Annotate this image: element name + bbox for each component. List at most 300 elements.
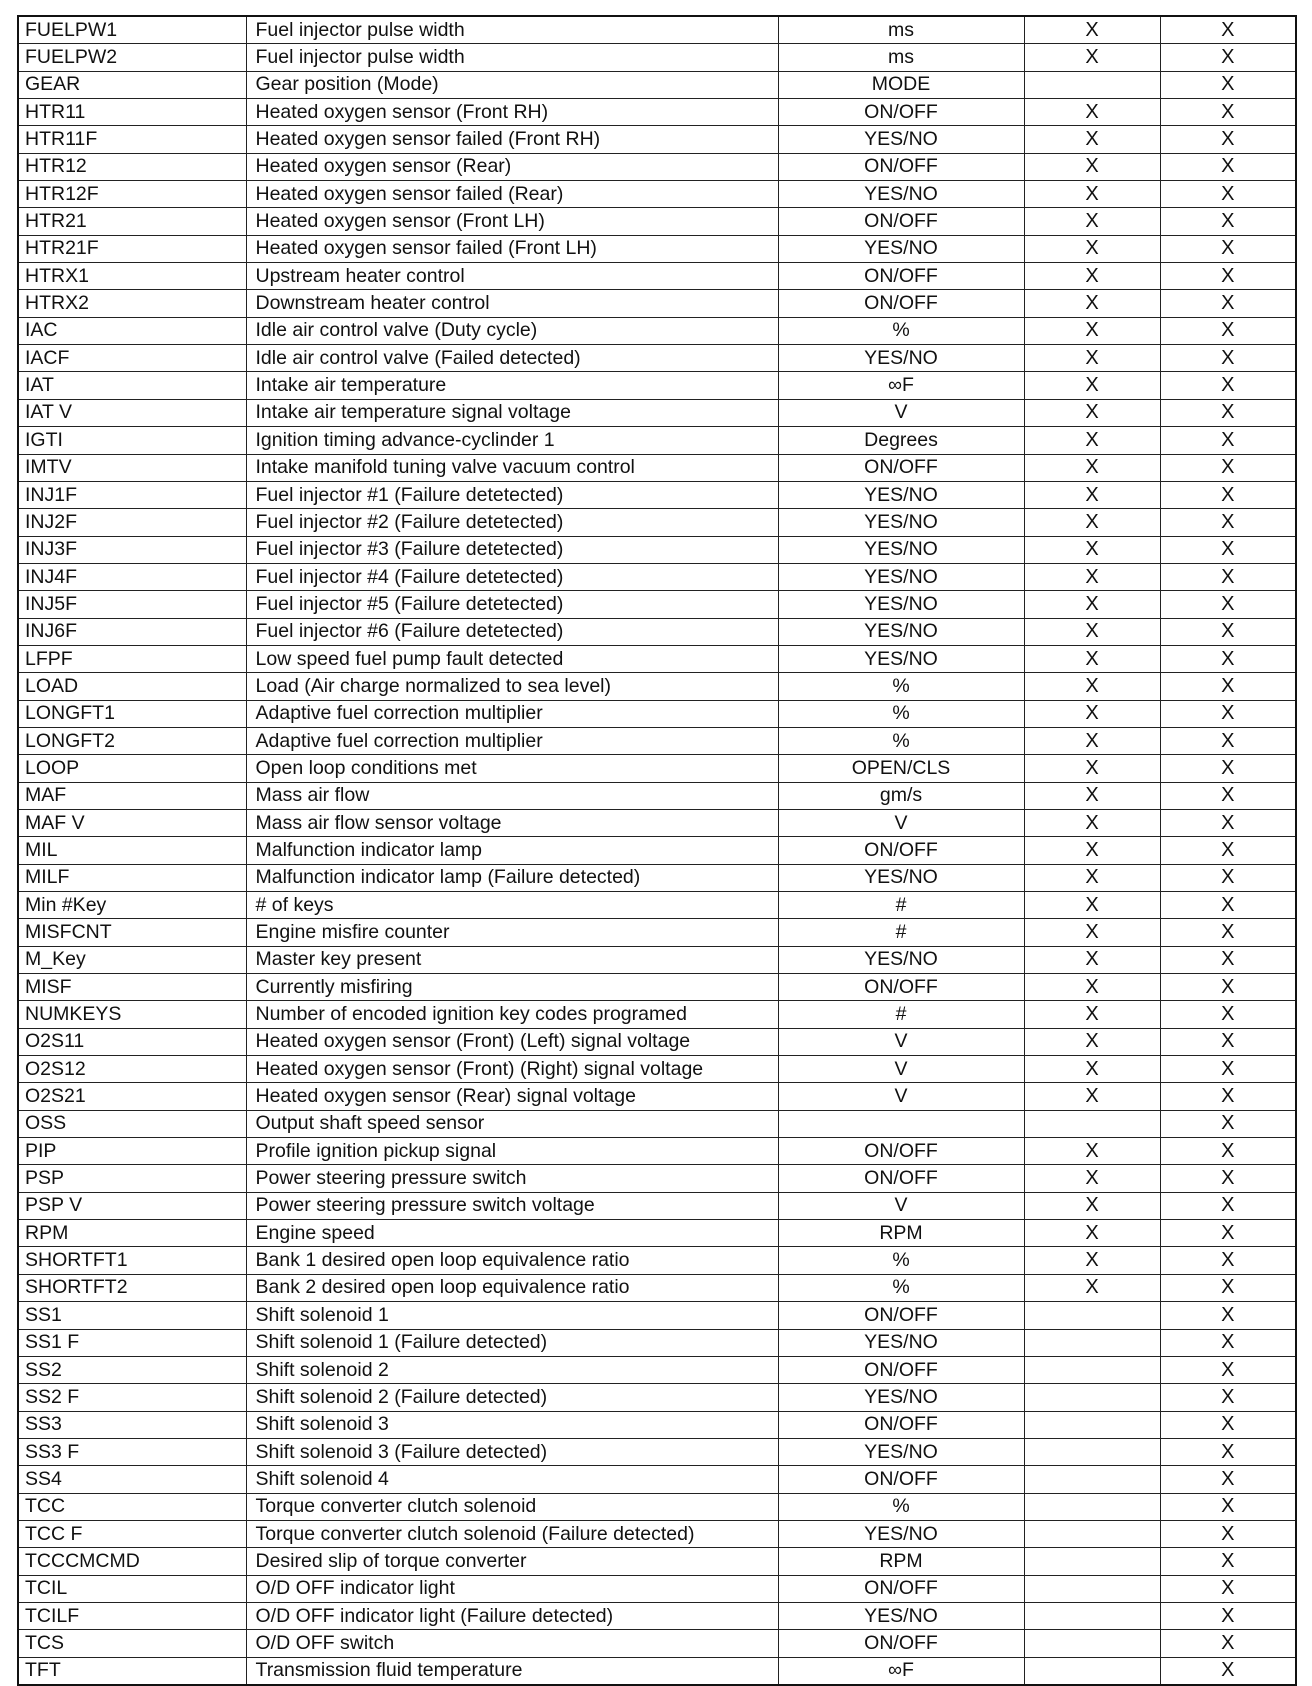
parameter-description-cell: Shift solenoid 1 xyxy=(246,1302,778,1329)
table-row xyxy=(18,1001,1296,1028)
support-mark-cell-1: X xyxy=(1024,837,1160,864)
table-row xyxy=(18,1466,1296,1493)
table-row xyxy=(18,126,1296,153)
table-row xyxy=(18,345,1296,372)
parameter-code-cell: PSP V xyxy=(18,1192,246,1219)
unit-cell: # xyxy=(778,892,1024,919)
parameter-code-cell: INJ1F xyxy=(18,481,246,508)
support-mark-cell-2: X xyxy=(1160,1083,1296,1110)
support-mark-cell-1: X xyxy=(1024,892,1160,919)
table-row xyxy=(18,1056,1296,1083)
unit-cell: Degrees xyxy=(778,427,1024,454)
support-mark-cell-2: X xyxy=(1160,71,1296,98)
support-mark-cell-2: X xyxy=(1160,563,1296,590)
table-row xyxy=(18,1110,1296,1137)
parameter-code-cell: SS2 F xyxy=(18,1384,246,1411)
support-mark-cell-2: X xyxy=(1160,454,1296,481)
support-mark-cell-2: X xyxy=(1160,481,1296,508)
parameter-code-cell: O2S12 xyxy=(18,1056,246,1083)
unit-cell: ON/OFF xyxy=(778,208,1024,235)
parameter-description-cell: Malfunction indicator lamp (Failure detected) xyxy=(246,864,778,891)
support-mark-cell-2: X xyxy=(1160,837,1296,864)
support-mark-cell-1 xyxy=(1024,1329,1160,1356)
support-mark-cell-2: X xyxy=(1160,1110,1296,1137)
unit-cell: % xyxy=(778,1247,1024,1274)
table-row xyxy=(18,99,1296,126)
unit-cell: YES/NO xyxy=(778,946,1024,973)
support-mark-cell-1: X xyxy=(1024,317,1160,344)
unit-cell: YES/NO xyxy=(778,1438,1024,1465)
support-mark-cell-1 xyxy=(1024,1411,1160,1438)
unit-cell: % xyxy=(778,1493,1024,1520)
parameter-code-cell: MAF V xyxy=(18,809,246,836)
support-mark-cell-2: X xyxy=(1160,1001,1296,1028)
parameter-description-cell: Shift solenoid 2 xyxy=(246,1356,778,1383)
table-row xyxy=(18,1028,1296,1055)
unit-cell: RPM xyxy=(778,1548,1024,1575)
parameter-description-cell: Open loop conditions met xyxy=(246,755,778,782)
table-row xyxy=(18,1411,1296,1438)
unit-cell: YES/NO xyxy=(778,864,1024,891)
support-mark-cell-2: X xyxy=(1160,974,1296,1001)
parameter-description-cell: Adaptive fuel correction multiplier xyxy=(246,700,778,727)
unit-cell: ON/OFF xyxy=(778,1630,1024,1657)
support-mark-cell-1: X xyxy=(1024,563,1160,590)
parameter-description-cell: Power steering pressure switch xyxy=(246,1165,778,1192)
unit-cell: ON/OFF xyxy=(778,1138,1024,1165)
support-mark-cell-2: X xyxy=(1160,755,1296,782)
unit-cell: V xyxy=(778,1192,1024,1219)
support-mark-cell-1: X xyxy=(1024,591,1160,618)
parameter-code-cell: INJ2F xyxy=(18,509,246,536)
parameter-code-cell: LONGFT2 xyxy=(18,727,246,754)
table-row xyxy=(18,1274,1296,1301)
support-mark-cell-2: X xyxy=(1160,1220,1296,1247)
parameter-code-cell: TCC xyxy=(18,1493,246,1520)
parameter-code-cell: M_Key xyxy=(18,946,246,973)
table-row xyxy=(18,809,1296,836)
parameter-code-cell: GEAR xyxy=(18,71,246,98)
parameter-description-cell: Heated oxygen sensor (Front RH) xyxy=(246,99,778,126)
unit-cell: MODE xyxy=(778,71,1024,98)
unit-cell: ON/OFF xyxy=(778,1411,1024,1438)
parameter-description-cell: Downstream heater control xyxy=(246,290,778,317)
parameter-description-cell: Fuel injector pulse width xyxy=(246,44,778,71)
support-mark-cell-1: X xyxy=(1024,946,1160,973)
parameter-code-cell: MISFCNT xyxy=(18,919,246,946)
table-row xyxy=(18,71,1296,98)
support-mark-cell-2: X xyxy=(1160,372,1296,399)
table-row xyxy=(18,509,1296,536)
support-mark-cell-1 xyxy=(1024,1384,1160,1411)
parameter-description-cell: Shift solenoid 2 (Failure detected) xyxy=(246,1384,778,1411)
table-row xyxy=(18,591,1296,618)
support-mark-cell-2: X xyxy=(1160,782,1296,809)
parameter-description-cell: Heated oxygen sensor failed (Front RH) xyxy=(246,126,778,153)
unit-cell: YES/NO xyxy=(778,1520,1024,1547)
parameter-code-cell: SS1 F xyxy=(18,1329,246,1356)
parameter-description-cell: Shift solenoid 3 (Failure detected) xyxy=(246,1438,778,1465)
parameter-code-cell: LONGFT1 xyxy=(18,700,246,727)
support-mark-cell-2: X xyxy=(1160,345,1296,372)
table-row xyxy=(18,563,1296,590)
table-row xyxy=(18,618,1296,645)
support-mark-cell-1 xyxy=(1024,71,1160,98)
support-mark-cell-2: X xyxy=(1160,618,1296,645)
support-mark-cell-1: X xyxy=(1024,509,1160,536)
table-row xyxy=(18,1602,1296,1629)
parameter-code-cell: MAF xyxy=(18,782,246,809)
support-mark-cell-1: X xyxy=(1024,1056,1160,1083)
parameter-description-cell: Heated oxygen sensor (Front LH) xyxy=(246,208,778,235)
parameter-code-cell: IMTV xyxy=(18,454,246,481)
support-mark-cell-2: X xyxy=(1160,809,1296,836)
unit-cell: V xyxy=(778,1056,1024,1083)
parameter-description-cell: Mass air flow xyxy=(246,782,778,809)
unit-cell: # xyxy=(778,919,1024,946)
parameter-code-cell: IGTI xyxy=(18,427,246,454)
unit-cell: % xyxy=(778,700,1024,727)
unit-cell: YES/NO xyxy=(778,645,1024,672)
table-row xyxy=(18,1575,1296,1602)
support-mark-cell-2: X xyxy=(1160,1657,1296,1685)
unit-cell: YES/NO xyxy=(778,618,1024,645)
support-mark-cell-2: X xyxy=(1160,946,1296,973)
parameter-code-cell: LOOP xyxy=(18,755,246,782)
support-mark-cell-2: X xyxy=(1160,700,1296,727)
table-row xyxy=(18,1630,1296,1657)
table-row xyxy=(18,153,1296,180)
parameter-code-cell: IAT V xyxy=(18,399,246,426)
parameter-code-cell: HTRX1 xyxy=(18,263,246,290)
table-row xyxy=(18,1329,1296,1356)
parameter-code-cell: SS2 xyxy=(18,1356,246,1383)
support-mark-cell-2: X xyxy=(1160,1356,1296,1383)
support-mark-cell-2: X xyxy=(1160,1411,1296,1438)
parameter-code-cell: FUELPW2 xyxy=(18,44,246,71)
unit-cell: V xyxy=(778,1083,1024,1110)
support-mark-cell-1: X xyxy=(1024,809,1160,836)
unit-cell: V xyxy=(778,809,1024,836)
parameter-code-cell: SHORTFT1 xyxy=(18,1247,246,1274)
parameter-code-cell: MISF xyxy=(18,974,246,1001)
table-row xyxy=(18,755,1296,782)
unit-cell: ON/OFF xyxy=(778,837,1024,864)
support-mark-cell-1 xyxy=(1024,1630,1160,1657)
support-mark-cell-1: X xyxy=(1024,345,1160,372)
unit-cell: ON/OFF xyxy=(778,1165,1024,1192)
support-mark-cell-2: X xyxy=(1160,1192,1296,1219)
support-mark-cell-2: X xyxy=(1160,1028,1296,1055)
table-row xyxy=(18,1192,1296,1219)
support-mark-cell-2: X xyxy=(1160,126,1296,153)
unit-cell: V xyxy=(778,1028,1024,1055)
support-mark-cell-1: X xyxy=(1024,1247,1160,1274)
parameter-description-cell: Load (Air charge normalized to sea level) xyxy=(246,673,778,700)
parameter-description-cell: Fuel injector #5 (Failure detetected) xyxy=(246,591,778,618)
parameter-code-cell: O2S11 xyxy=(18,1028,246,1055)
parameter-description-cell: Fuel injector #3 (Failure detetected) xyxy=(246,536,778,563)
unit-cell: ON/OFF xyxy=(778,1466,1024,1493)
parameter-description-cell: # of keys xyxy=(246,892,778,919)
parameter-code-cell: INJ5F xyxy=(18,591,246,618)
parameter-code-cell: TCS xyxy=(18,1630,246,1657)
support-mark-cell-2: X xyxy=(1160,864,1296,891)
parameter-description-cell: Intake air temperature xyxy=(246,372,778,399)
support-mark-cell-2: X xyxy=(1160,673,1296,700)
parameter-description-cell: Idle air control valve (Duty cycle) xyxy=(246,317,778,344)
unit-cell: ON/OFF xyxy=(778,1575,1024,1602)
support-mark-cell-1: X xyxy=(1024,645,1160,672)
support-mark-cell-2: X xyxy=(1160,919,1296,946)
parameter-description-cell: Bank 2 desired open loop equivalence ratio xyxy=(246,1274,778,1301)
unit-cell: % xyxy=(778,727,1024,754)
table-row xyxy=(18,837,1296,864)
parameter-description-cell: O/D OFF switch xyxy=(246,1630,778,1657)
support-mark-cell-2: X xyxy=(1160,1575,1296,1602)
parameter-code-cell: HTR11 xyxy=(18,99,246,126)
table-row xyxy=(18,1657,1296,1685)
parameter-description-cell: Fuel injector #2 (Failure detetected) xyxy=(246,509,778,536)
support-mark-cell-2: X xyxy=(1160,1165,1296,1192)
table-row xyxy=(18,1548,1296,1575)
unit-cell: ON/OFF xyxy=(778,290,1024,317)
support-mark-cell-1 xyxy=(1024,1575,1160,1602)
parameter-code-cell: HTR21 xyxy=(18,208,246,235)
support-mark-cell-2: X xyxy=(1160,892,1296,919)
support-mark-cell-1: X xyxy=(1024,1138,1160,1165)
table-row xyxy=(18,1493,1296,1520)
parameter-code-cell: SS4 xyxy=(18,1466,246,1493)
support-mark-cell-2: X xyxy=(1160,235,1296,262)
table-row xyxy=(18,1220,1296,1247)
unit-cell: YES/NO xyxy=(778,181,1024,208)
support-mark-cell-2: X xyxy=(1160,591,1296,618)
support-mark-cell-2: X xyxy=(1160,181,1296,208)
unit-cell: ON/OFF xyxy=(778,263,1024,290)
unit-cell: YES/NO xyxy=(778,509,1024,536)
table-row xyxy=(18,1138,1296,1165)
unit-cell: RPM xyxy=(778,1220,1024,1247)
support-mark-cell-1 xyxy=(1024,1520,1160,1547)
parameter-code-cell: LOAD xyxy=(18,673,246,700)
parameter-code-cell: Min #Key xyxy=(18,892,246,919)
support-mark-cell-1: X xyxy=(1024,782,1160,809)
parameter-description-cell: Number of encoded ignition key codes programed xyxy=(246,1001,778,1028)
unit-cell: YES/NO xyxy=(778,563,1024,590)
table-row xyxy=(18,782,1296,809)
parameter-code-cell: INJ3F xyxy=(18,536,246,563)
parameter-description-cell: Shift solenoid 3 xyxy=(246,1411,778,1438)
parameter-description-cell: Low speed fuel pump fault detected xyxy=(246,645,778,672)
support-mark-cell-1 xyxy=(1024,1493,1160,1520)
support-mark-cell-1 xyxy=(1024,1302,1160,1329)
support-mark-cell-1: X xyxy=(1024,974,1160,1001)
table-row xyxy=(18,645,1296,672)
support-mark-cell-1: X xyxy=(1024,99,1160,126)
parameter-code-cell: PSP xyxy=(18,1165,246,1192)
support-mark-cell-2: X xyxy=(1160,1329,1296,1356)
parameter-code-cell: HTR21F xyxy=(18,235,246,262)
parameter-description-cell: Bank 1 desired open loop equivalence ratio xyxy=(246,1247,778,1274)
parameter-code-cell: TCILF xyxy=(18,1602,246,1629)
parameter-description-cell: Heated oxygen sensor failed (Front LH) xyxy=(246,235,778,262)
unit-cell: YES/NO xyxy=(778,536,1024,563)
unit-cell: YES/NO xyxy=(778,591,1024,618)
parameter-description-cell: Fuel injector #1 (Failure detetected) xyxy=(246,481,778,508)
parameter-description-cell: Transmission fluid temperature xyxy=(246,1657,778,1685)
support-mark-cell-2: X xyxy=(1160,536,1296,563)
parameter-code-cell: NUMKEYS xyxy=(18,1001,246,1028)
unit-cell: V xyxy=(778,399,1024,426)
parameter-description-cell: Desired slip of torque converter xyxy=(246,1548,778,1575)
unit-cell: ON/OFF xyxy=(778,153,1024,180)
support-mark-cell-1 xyxy=(1024,1657,1160,1685)
support-mark-cell-1: X xyxy=(1024,16,1160,44)
support-mark-cell-1: X xyxy=(1024,181,1160,208)
support-mark-cell-1: X xyxy=(1024,290,1160,317)
unit-cell xyxy=(778,1110,1024,1137)
parameter-description-cell: Engine speed xyxy=(246,1220,778,1247)
parameter-description-cell: Ignition timing advance-cyclinder 1 xyxy=(246,427,778,454)
support-mark-cell-1: X xyxy=(1024,673,1160,700)
support-mark-cell-2: X xyxy=(1160,1056,1296,1083)
support-mark-cell-2: X xyxy=(1160,399,1296,426)
parameter-description-cell: Currently misfiring xyxy=(246,974,778,1001)
support-mark-cell-1: X xyxy=(1024,481,1160,508)
table-row xyxy=(18,892,1296,919)
support-mark-cell-1 xyxy=(1024,1356,1160,1383)
support-mark-cell-1: X xyxy=(1024,44,1160,71)
support-mark-cell-2: X xyxy=(1160,317,1296,344)
unit-cell: YES/NO xyxy=(778,345,1024,372)
table-row xyxy=(18,290,1296,317)
table-row xyxy=(18,946,1296,973)
support-mark-cell-1: X xyxy=(1024,864,1160,891)
table-row xyxy=(18,864,1296,891)
unit-cell: # xyxy=(778,1001,1024,1028)
parameter-description-cell: Intake manifold tuning valve vacuum control xyxy=(246,454,778,481)
parameter-description-cell: Profile ignition pickup signal xyxy=(246,1138,778,1165)
parameter-description-cell: Mass air flow sensor voltage xyxy=(246,809,778,836)
table-row xyxy=(18,536,1296,563)
parameter-code-cell: FUELPW1 xyxy=(18,16,246,44)
support-mark-cell-2: X xyxy=(1160,263,1296,290)
table-row xyxy=(18,317,1296,344)
unit-cell: YES/NO xyxy=(778,1602,1024,1629)
support-mark-cell-1: X xyxy=(1024,919,1160,946)
parameter-description-cell: Heated oxygen sensor (Front) (Right) signal voltage xyxy=(246,1056,778,1083)
table-row xyxy=(18,454,1296,481)
table-row xyxy=(18,1083,1296,1110)
parameter-description-cell: Fuel injector #6 (Failure detetected) xyxy=(246,618,778,645)
support-mark-cell-1: X xyxy=(1024,700,1160,727)
support-mark-cell-1 xyxy=(1024,1438,1160,1465)
unit-cell: OPEN/CLS xyxy=(778,755,1024,782)
support-mark-cell-2: X xyxy=(1160,1602,1296,1629)
pid-table-body xyxy=(18,16,1296,1685)
parameter-description-cell: Fuel injector pulse width xyxy=(246,16,778,44)
parameter-code-cell: O2S21 xyxy=(18,1083,246,1110)
parameter-description-cell: Upstream heater control xyxy=(246,263,778,290)
unit-cell: ms xyxy=(778,16,1024,44)
unit-cell: gm/s xyxy=(778,782,1024,809)
support-mark-cell-1: X xyxy=(1024,755,1160,782)
support-mark-cell-1: X xyxy=(1024,427,1160,454)
support-mark-cell-1: X xyxy=(1024,454,1160,481)
table-row xyxy=(18,208,1296,235)
support-mark-cell-1: X xyxy=(1024,263,1160,290)
table-row xyxy=(18,1356,1296,1383)
parameter-description-cell: Master key present xyxy=(246,946,778,973)
parameter-code-cell: MILF xyxy=(18,864,246,891)
unit-cell: % xyxy=(778,673,1024,700)
table-row xyxy=(18,372,1296,399)
support-mark-cell-1: X xyxy=(1024,1274,1160,1301)
support-mark-cell-2: X xyxy=(1160,1384,1296,1411)
unit-cell: ON/OFF xyxy=(778,1302,1024,1329)
unit-cell: ON/OFF xyxy=(778,454,1024,481)
parameter-code-cell: IAC xyxy=(18,317,246,344)
table-row xyxy=(18,1247,1296,1274)
support-mark-cell-2: X xyxy=(1160,509,1296,536)
parameter-description-cell: Torque converter clutch solenoid (Failure detected) xyxy=(246,1520,778,1547)
table-row xyxy=(18,16,1296,44)
support-mark-cell-2: X xyxy=(1160,1247,1296,1274)
support-mark-cell-1 xyxy=(1024,1110,1160,1137)
table-row xyxy=(18,263,1296,290)
table-row xyxy=(18,44,1296,71)
parameter-code-cell: HTRX2 xyxy=(18,290,246,317)
unit-cell: ms xyxy=(778,44,1024,71)
parameter-code-cell: TCCCMCMD xyxy=(18,1548,246,1575)
support-mark-cell-2: X xyxy=(1160,290,1296,317)
unit-cell: YES/NO xyxy=(778,1384,1024,1411)
support-mark-cell-1: X xyxy=(1024,1220,1160,1247)
parameter-code-cell: RPM xyxy=(18,1220,246,1247)
parameter-description-cell: Fuel injector #4 (Failure detetected) xyxy=(246,563,778,590)
support-mark-cell-2: X xyxy=(1160,208,1296,235)
support-mark-cell-2: X xyxy=(1160,1548,1296,1575)
parameter-code-cell: INJ4F xyxy=(18,563,246,590)
table-row xyxy=(18,974,1296,1001)
parameter-code-cell: HTR12F xyxy=(18,181,246,208)
support-mark-cell-2: X xyxy=(1160,727,1296,754)
support-mark-cell-2: X xyxy=(1160,1302,1296,1329)
parameter-description-cell: O/D OFF indicator light (Failure detected) xyxy=(246,1602,778,1629)
parameter-description-cell: Power steering pressure switch voltage xyxy=(246,1192,778,1219)
parameter-code-cell: SHORTFT2 xyxy=(18,1274,246,1301)
parameter-description-cell: Heated oxygen sensor (Front) (Left) signal voltage xyxy=(246,1028,778,1055)
support-mark-cell-1: X xyxy=(1024,1083,1160,1110)
table-row xyxy=(18,1165,1296,1192)
table-row xyxy=(18,700,1296,727)
support-mark-cell-2: X xyxy=(1160,1138,1296,1165)
parameter-code-cell: TCIL xyxy=(18,1575,246,1602)
parameter-code-cell: SS3 F xyxy=(18,1438,246,1465)
support-mark-cell-2: X xyxy=(1160,1493,1296,1520)
unit-cell: ON/OFF xyxy=(778,99,1024,126)
unit-cell: ON/OFF xyxy=(778,1356,1024,1383)
pid-table xyxy=(17,15,1297,1686)
parameter-code-cell: SS3 xyxy=(18,1411,246,1438)
unit-cell: % xyxy=(778,1274,1024,1301)
support-mark-cell-1: X xyxy=(1024,372,1160,399)
parameter-code-cell: HTR12 xyxy=(18,153,246,180)
table-row xyxy=(18,235,1296,262)
table-row xyxy=(18,1520,1296,1547)
support-mark-cell-2: X xyxy=(1160,99,1296,126)
